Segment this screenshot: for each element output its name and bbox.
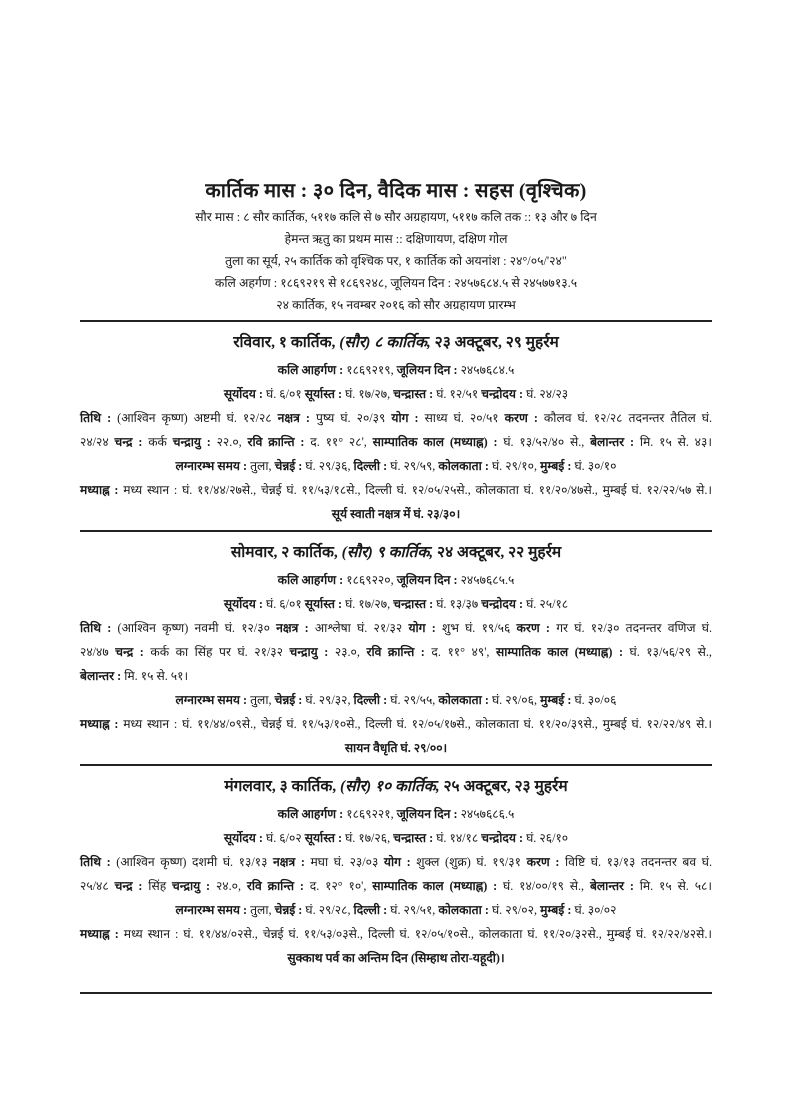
field-value: घं. १७/२६, [345, 831, 394, 845]
field-value: २४/२४ [80, 435, 115, 449]
day-heading [80, 772, 712, 802]
field-value: शुभ घं. १९/५६ [442, 621, 517, 635]
field-value: घं. ६/०२ [266, 831, 305, 845]
field-value: विष्टि घं. १३/१३ तदनन्तर बव घं. [564, 855, 712, 869]
field-value: २३.०, [334, 645, 367, 659]
field-value: २४५७६८६.५ [460, 807, 515, 821]
field-value: घं. १३/५२/४० से., [503, 435, 591, 449]
field-label: रवि क्रान्ति : [247, 435, 311, 449]
field-label: योग : [408, 621, 443, 635]
field-value: द. १२° १०', [309, 879, 373, 893]
detail-line [80, 430, 712, 454]
heading-segment: २३ अक्टूबर, २९ मुहर्रम [430, 334, 559, 351]
field-label: नक्षत्र : [276, 621, 315, 635]
field-label: योग : [391, 411, 425, 425]
field-value: घं. २९/०२, [491, 903, 541, 917]
heading-segment: २४ अक्टूबर, २२ मुहर्रम [433, 544, 562, 561]
field-label: सूर्योदय : [223, 831, 266, 845]
detail-line [80, 592, 712, 616]
field-label: मध्याह्न : [80, 717, 124, 731]
field-label: तिथि : [80, 855, 117, 869]
field-label: साम्पातिक काल (मध्याह्न) : [495, 645, 630, 659]
field-value: कर्क का सिंह पर घं. २१/३२ [150, 645, 290, 659]
field-label: जूलियन दिन : [396, 363, 461, 377]
detail-line [80, 898, 712, 922]
field-label: नक्षत्र : [273, 855, 311, 869]
field-value: २५/४८ [80, 879, 115, 893]
field-label: योग : [383, 855, 417, 869]
field-label: दिल्ली : [353, 693, 391, 707]
field-value: घं. १२/५१ [436, 387, 482, 401]
field-value: तुला, [250, 903, 275, 917]
heading-segment: (सौर) ८ कार्तिक, [339, 334, 431, 351]
field-label: चन्द्रोदय : [481, 597, 527, 611]
heading-segment: रविवार, १ कार्तिक, [233, 334, 340, 351]
day-heading [80, 538, 712, 568]
field-value: द. ११° ४९', [431, 645, 496, 659]
field-value: मध्य स्थान : घं. ११/४४/०२से., चेन्नई घं. ११/५३/०३से., दिल्ली घं. १२/०५/१०से., कोलकाता घं. ११/२०/३२से., मुम्बई घं. १२/२२/४२से.। [123, 927, 712, 941]
field-label: चेन्नई : [274, 459, 306, 473]
field-label: मध्याह्न : [80, 483, 124, 497]
field-label: करण : [504, 411, 544, 425]
field-value: (आश्विन कृष्ण) नवमी घं. १२/३० [117, 621, 277, 635]
heading-segment: २५ अक्टूबर, २३ मुहर्रम [439, 778, 568, 795]
detail-line [80, 826, 712, 850]
field-label: बेलान्तर : [589, 879, 640, 893]
field-value: (आश्विन कृष्ण) दशमी घं. १३/१३ [116, 855, 273, 869]
month-summary-line: हेमन्त ऋतु का प्रथम मास :: दक्षिणायण, दक्षिण गोल [284, 232, 508, 246]
field-label: बेलान्तर : [590, 435, 640, 449]
field-value: घं. ३०/०२ [574, 903, 617, 917]
field-label: कोलकाता : [438, 903, 492, 917]
field-label: चन्द्रोदय : [481, 831, 527, 845]
field-label: सूर्यास्त : [304, 831, 346, 845]
field-label: सूर्य स्वाती नक्षत्र में घं. २३/३०। [331, 507, 461, 521]
field-label: करण : [516, 621, 557, 635]
field-value: मध्य स्थान : घं. ११/४४/२७से., चेन्नई घं. ११/५३/१८से., दिल्ली घं. १२/०५/२५से., कोलकाता घं. ११/२०/४७से., मुम्बई घं. १२/२२/५७ से.। [123, 483, 712, 497]
month-summary-line: २४ कार्तिक, १५ नवम्बर २०१६ को सौर अग्रहायण प्रारम्भ [276, 298, 516, 312]
heading-segment: (सौर) १० कार्तिक, [340, 778, 440, 795]
day-entry [80, 322, 712, 532]
detail-line [80, 382, 712, 406]
field-value: द. ११° २८', [310, 435, 373, 449]
detail-line [80, 454, 712, 478]
detail-line [80, 736, 712, 760]
field-value: घं. १७/२७, [345, 387, 394, 401]
field-label: सूर्योदय : [223, 597, 266, 611]
field-label: चन्द्र : [114, 879, 149, 893]
detail-line [80, 568, 712, 592]
field-label: दिल्ली : [353, 459, 391, 473]
field-value: घं. २५/१८ [526, 597, 569, 611]
field-value: पुष्य घं. २०/३९ [316, 411, 392, 425]
detail-line [80, 946, 712, 970]
field-label: कलि आहर्गण : [277, 807, 347, 821]
field-value: २२.०, [216, 435, 248, 449]
field-value: घं. २९/१०, [491, 459, 541, 473]
field-label: मुम्बई : [540, 903, 575, 917]
field-label: मुम्बई : [540, 693, 575, 707]
field-label: कलि आहर्गण : [277, 573, 347, 587]
field-value: घं. ३०/०६ [574, 693, 617, 707]
field-label: साम्पातिक काल (मध्याह्न) : [372, 435, 504, 449]
detail-line [80, 802, 712, 826]
field-label: चन्द्रायु : [289, 645, 335, 659]
field-value: मघा घं. २३/०३ [310, 855, 384, 869]
field-value: घं. २९/०६, [491, 693, 541, 707]
day-entry [80, 532, 712, 766]
field-value: घं. १४/१८ [436, 831, 482, 845]
month-summary-line: सौर मास : ८ सौर कार्तिक, ५११७ कलि से ७ सौर अग्रहायण, ५११७ कलि तक :: १३ और ७ दिन [195, 210, 597, 224]
field-label: सूर्यास्त : [304, 597, 346, 611]
detail-line [80, 616, 712, 640]
field-label: चन्द्र : [114, 435, 149, 449]
field-value: घं. २६/१० [526, 831, 569, 845]
field-label: कोलकाता : [438, 693, 492, 707]
field-label: करण : [526, 855, 565, 869]
month-summary [80, 206, 712, 316]
field-value: घं. ३०/१० [574, 459, 617, 473]
divider [80, 992, 712, 994]
day-entry [80, 766, 712, 994]
field-value: २४५७६८५.५ [460, 573, 515, 587]
field-label: नक्षत्र : [277, 411, 316, 425]
field-value: गर घं. १२/३० तदनन्तर वणिज घं. [556, 621, 713, 635]
field-value: घं. १३/३७ [436, 597, 482, 611]
field-label: चन्द्रोदय : [481, 387, 527, 401]
heading-segment: सोमवार, २ कार्तिक, [230, 544, 342, 561]
detail-line [80, 502, 712, 526]
field-value: घं. ६/०१ [266, 597, 305, 611]
field-label: तिथि : [80, 621, 118, 635]
field-label: बेलान्तर : [80, 669, 125, 683]
field-value: १८६९२२०, [346, 573, 397, 587]
field-label: चन्द्रायु : [172, 435, 217, 449]
field-value: साध्य घं. २०/५१ [424, 411, 505, 425]
day-entries [80, 322, 712, 994]
detail-line [80, 478, 712, 502]
field-label: सूर्यास्त : [304, 387, 346, 401]
detail-line [80, 664, 712, 688]
field-value: घं. २९/२८, [305, 903, 354, 917]
field-value: मि. १५ से. ५८। [639, 879, 712, 893]
field-label: चेन्नई : [274, 903, 306, 917]
detail-line [80, 874, 712, 898]
field-value: २४/४७ [80, 645, 116, 659]
field-label: जूलियन दिन : [396, 573, 461, 587]
field-label: चेन्नई : [274, 693, 306, 707]
field-label: चन्द्रायु : [172, 879, 216, 893]
field-label: सायन वैधृति घं. २९/००। [344, 741, 448, 755]
field-label: दिल्ली : [353, 903, 391, 917]
field-value: घं. २९/३२, [305, 693, 354, 707]
field-label: साम्पातिक काल (मध्याह्न) : [372, 879, 504, 893]
field-label: सूर्योदय : [223, 387, 266, 401]
field-label: कोलकाता : [438, 459, 492, 473]
field-value: कर्क [148, 435, 173, 449]
field-value: घं. २९/३६, [305, 459, 354, 473]
month-title: कार्तिक मास : ३० दिन, वैदिक मास : सहस (वृश्चिक) [205, 180, 587, 202]
field-value: (आश्विन कृष्ण) अष्टमी घं. १२/२८ [117, 411, 278, 425]
field-value: १८६९२२१, [346, 807, 397, 821]
almanac-page [80, 176, 712, 994]
field-label: तिथि : [80, 411, 118, 425]
detail-line [80, 688, 712, 712]
field-value: मि. १५ से. ४३। [639, 435, 712, 449]
field-value: सिंह [148, 879, 172, 893]
field-value: घं. २९/५५, [390, 693, 439, 707]
field-value: कौलव घं. १२/२८ तदनन्तर तैतिल घं. [543, 411, 712, 425]
field-value: घं. ६/०१ [266, 387, 305, 401]
detail-line [80, 640, 712, 664]
heading-segment: मंगलवार, ३ कार्तिक, [224, 778, 340, 795]
field-value: आश्लेषा घं. २१/३२ [314, 621, 409, 635]
field-value: शुक्ल (शुक्र) घं. १९/३१ [416, 855, 527, 869]
field-value: २४५७६८४.५ [460, 363, 515, 377]
field-value: तुला, [250, 459, 275, 473]
detail-line [80, 922, 712, 946]
day-heading [80, 328, 712, 358]
field-value: घं. २९/५९, [390, 459, 439, 473]
field-value: घं. २९/५१, [390, 903, 439, 917]
detail-line [80, 712, 712, 736]
field-value: घं. १४/००/१९ से., [503, 879, 590, 893]
field-value: घं. १७/२७, [345, 597, 394, 611]
field-label: सुक्काथ पर्व का अन्तिम दिन (सिम्हाथ तोरा-यहूदी)। [287, 951, 505, 965]
detail-line [80, 406, 712, 430]
field-label: मुम्बई : [540, 459, 575, 473]
field-value: घं. २४/२३ [526, 387, 569, 401]
field-label: मध्याह्न : [80, 927, 124, 941]
month-summary-line: तुला का सूर्य, २५ कार्तिक को वृश्चिक पर, १ कार्तिक को अयनांश : २४°/०५/'२४" [225, 254, 567, 268]
field-value: मध्य स्थान : घं. ११/४४/०९से., चेन्नई घं. ११/५३/१०से., दिल्ली घं. १२/०५/१७से., कोलकाता घं. ११/२०/३९से., मुम्बई घं. १२/२२/४९ से.। [123, 717, 712, 731]
field-label: चन्द्र : [115, 645, 151, 659]
field-value: २४.०, [215, 879, 247, 893]
field-value: १८६९२१९, [346, 363, 397, 377]
field-label: लग्नारम्भ समय : [175, 903, 251, 917]
field-label: चन्द्रास्त : [393, 831, 437, 845]
field-label: रवि क्रान्ति : [366, 645, 432, 659]
month-summary-line: कलि अहर्गण : १८६९२१९ से १८६९२४८, जूलियन दिन : २४५७६८४.५ से २४५७७१३.५ [214, 276, 578, 290]
field-value: मि. १५ से. ५१। [124, 669, 189, 683]
field-value: घं. १३/५६/२९ से., [629, 645, 712, 659]
field-label: रवि क्रान्ति : [246, 879, 310, 893]
field-value: तुला, [250, 693, 275, 707]
field-label: चन्द्रास्त : [393, 387, 437, 401]
detail-line [80, 358, 712, 382]
heading-segment: (सौर) ९ कार्तिक, [341, 544, 434, 561]
field-label: जूलियन दिन : [396, 807, 461, 821]
field-label: चन्द्रास्त : [393, 597, 437, 611]
field-label: लग्नारम्भ समय : [175, 459, 251, 473]
detail-line [80, 850, 712, 874]
field-label: कलि आहर्गण : [277, 363, 347, 377]
field-label: लग्नारम्भ समय : [175, 693, 251, 707]
